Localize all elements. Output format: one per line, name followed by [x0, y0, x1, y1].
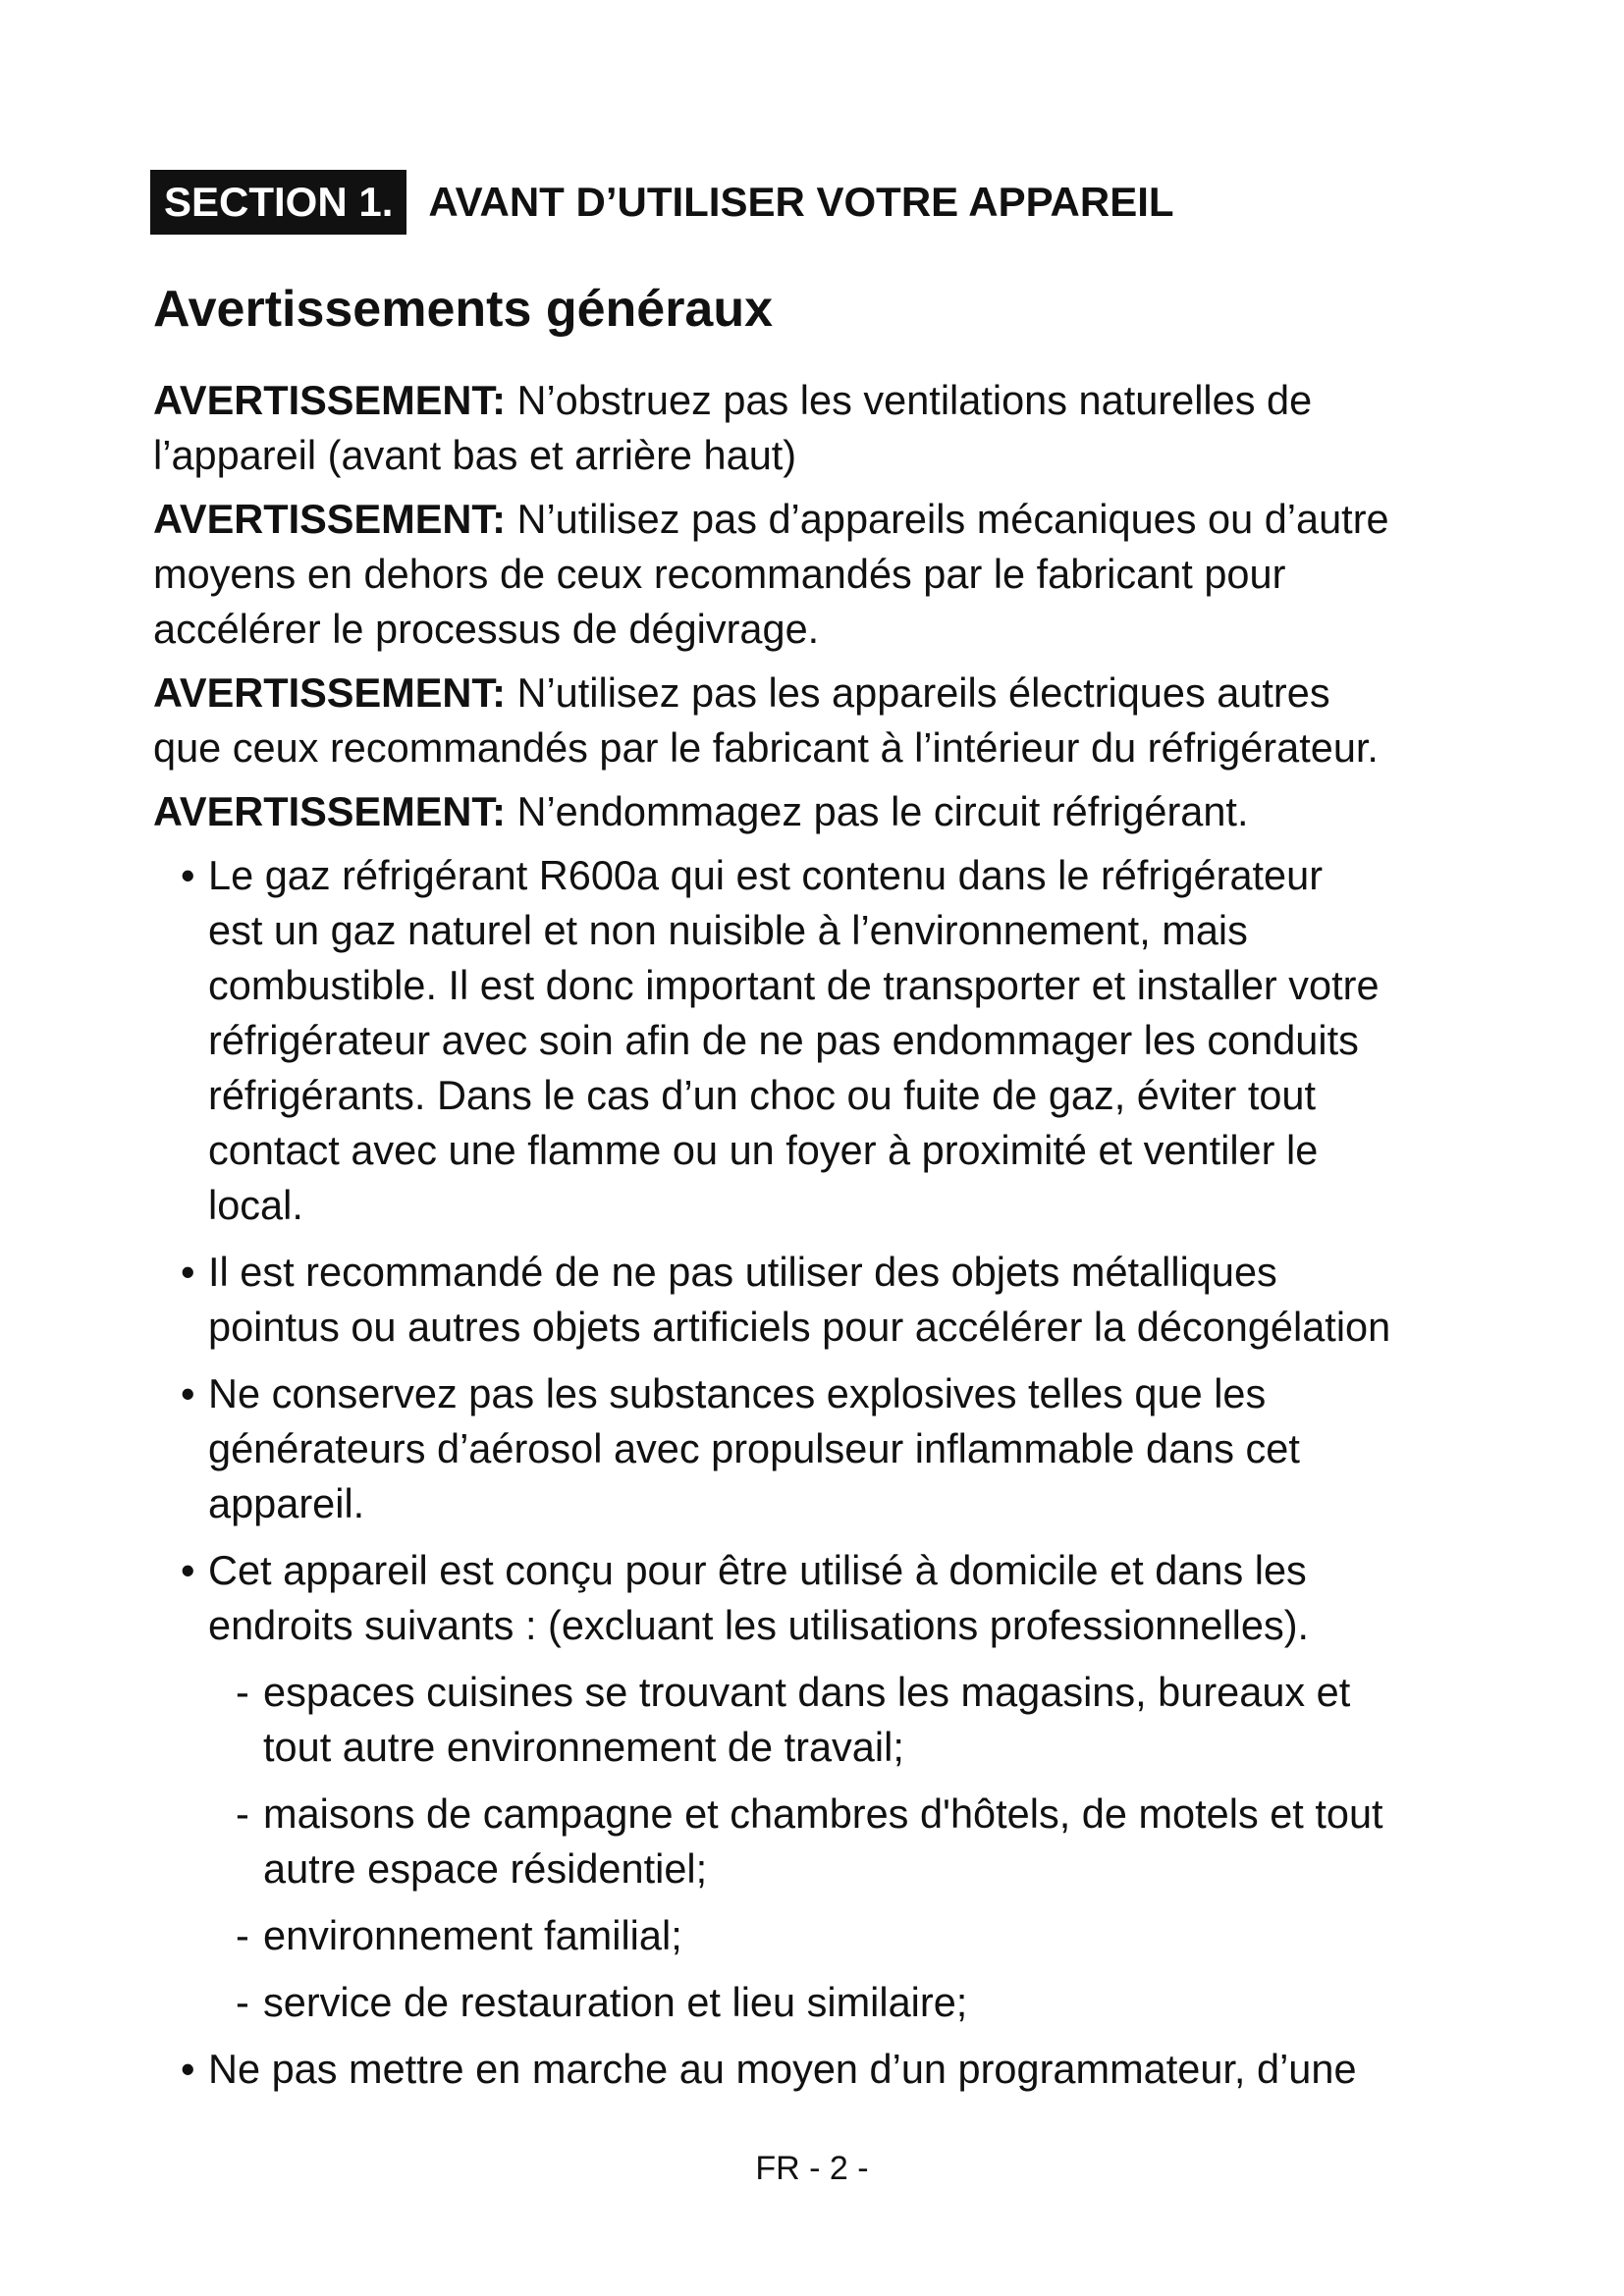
bullet-text: combustible. Il est donc important de transporter et installer votre [208, 962, 1380, 1008]
section-title: AVANT D’UTILISER VOTRE APPAREIL [428, 179, 1174, 225]
bullet-text: est un gaz naturel et non nuisible à l’environnement, mais [208, 907, 1248, 953]
warning-text: moyens en dehors de ceux recommandés par le fabricant pour [153, 551, 1286, 597]
warning-2 [153, 492, 1601, 657]
warning-label: AVERTISSEMENT: [153, 788, 506, 834]
bullet-text: réfrigérants. Dans le cas d’un choc ou fuite de gaz, éviter tout [208, 1072, 1317, 1118]
warning-label: AVERTISSEMENT: [153, 496, 506, 542]
warning-text: N’utilisez pas d’appareils mécaniques ou d’autre [505, 496, 1389, 542]
bullet-item-2 [181, 1245, 1601, 1355]
warning-3 [153, 666, 1601, 775]
document-body [153, 373, 1601, 2109]
dash-icon: - [236, 1979, 249, 2025]
dash-item-3 [236, 1908, 1601, 1963]
dash-text: maisons de campagne et chambres d'hôtels, de motels et tout [263, 1790, 1383, 1837]
dash-icon: - [236, 1669, 249, 1715]
bullet-text: local. [208, 1182, 303, 1228]
bullet-icon: • [181, 1370, 195, 1416]
section-header [150, 169, 1174, 236]
bullet-text: Ne pas mettre en marche au moyen d’un programmateur, d’une [208, 2046, 1357, 2092]
dash-item-1 [236, 1665, 1601, 1775]
bullet-text: Cet appareil est conçu pour être utilisé à domicile et dans les [208, 1547, 1307, 1593]
bullet-item-4 [181, 1543, 1601, 1653]
bullet-item-5 [181, 2042, 1601, 2097]
dash-text: service de restauration et lieu similaire; [263, 1979, 968, 2025]
bullet-item-3 [181, 1366, 1601, 1531]
warning-text: N’obstruez pas les ventilations naturelles de [505, 377, 1313, 423]
bullet-text: appareil. [208, 1480, 365, 1526]
dash-text: tout autre environnement de travail; [263, 1724, 904, 1770]
dash-text: environnement familial; [263, 1912, 682, 1958]
bullet-text: endroits suivants : (excluant les utilisations professionnelles). [208, 1602, 1310, 1648]
bullet-icon: • [181, 1249, 195, 1295]
warning-label: AVERTISSEMENT: [153, 377, 506, 423]
bullet-icon: • [181, 1547, 195, 1593]
warning-text: N’endommagez pas le circuit réfrigérant. [505, 788, 1249, 834]
dash-item-2 [236, 1787, 1601, 1896]
bullet-text: générateurs d’aérosol avec propulseur inflammable dans cet [208, 1425, 1300, 1471]
bullet-text: réfrigérateur avec soin afin de ne pas endommager les conduits [208, 1017, 1359, 1063]
warning-text: N’utilisez pas les appareils électriques autres [505, 669, 1330, 716]
warning-4 [153, 784, 1601, 839]
bullet-text: Ne conservez pas les substances explosives telles que les [208, 1370, 1267, 1416]
warning-label: AVERTISSEMENT: [153, 669, 506, 716]
bullet-icon: • [181, 852, 195, 898]
page-heading: Avertissements généraux [153, 281, 774, 338]
page-footer: FR - 2 - [755, 2150, 869, 2187]
bullet-text: pointus ou autres objets artificiels pour accélérer la décongélation [208, 1304, 1391, 1350]
bullet-text: contact avec une flamme ou un foyer à proximité et ventiler le [208, 1127, 1319, 1173]
dash-text: autre espace résidentiel; [263, 1845, 708, 1892]
bullet-item-1 [181, 848, 1601, 1233]
bullet-text: Le gaz réfrigérant R600a qui est contenu dans le réfrigérateur [208, 852, 1324, 898]
warning-text: l’appareil (avant bas et arrière haut) [153, 432, 797, 478]
warning-text: que ceux recommandés par le fabricant à l’intérieur du réfrigérateur. [153, 724, 1379, 771]
warning-1 [153, 373, 1601, 483]
dash-text: espaces cuisines se trouvant dans les magasins, bureaux et [263, 1669, 1351, 1715]
dash-item-4 [236, 1975, 1601, 2030]
section-badge: SECTION 1. [150, 170, 406, 235]
dash-icon: - [236, 1790, 249, 1837]
warning-text: accélérer le processus de dégivrage. [153, 606, 820, 652]
dash-icon: - [236, 1912, 249, 1958]
bullet-icon: • [181, 2046, 195, 2092]
bullet-text: Il est recommandé de ne pas utiliser des objets métalliques [208, 1249, 1277, 1295]
